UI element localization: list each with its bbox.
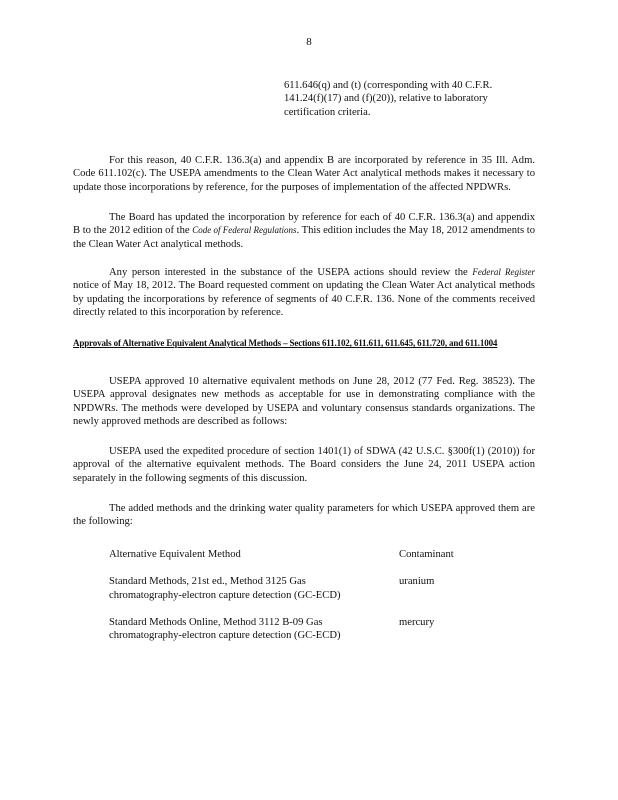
paragraph-text: For this reason, 40 C.F.R. 136.3(a) and appendix B are incorporated by reference in 35 Ill. Adm. Code 611.102(c). The USEPA amendments to the Clean Water Act analytical methods makes it necessary to update those incorporations by reference, for the purposes of implementation of the affected NPDWRs. [73, 155, 535, 193]
column-header-method: Alternative Equivalent Method [109, 549, 241, 560]
paragraph-text: . This edition includes the May 18, 2012 amendments to the Clean Water Act analytical methods. [73, 225, 536, 250]
paragraph-text: The Board has updated the incorporation by reference for each of 40 C.F.R. 136.3(a) and appendix B to the 2012 edition of the [73, 212, 535, 237]
methods-table [109, 548, 519, 656]
table-row [109, 616, 519, 643]
contaminant-cell: uranium [399, 576, 435, 588]
paragraph-expedited-procedure [73, 445, 535, 485]
page-number: 8 [306, 36, 312, 48]
contaminant-cell: mercury [399, 616, 435, 628]
quote-block: 611.646(q) and (t) (corresponding with 40 C.F.R. 141.24(f)(17) and (f)(20)), relative to laboratory certification criteria. [284, 80, 493, 118]
paragraph-usepa-approved [73, 375, 535, 428]
paragraph-review-notice [73, 266, 535, 319]
table-header-row [109, 548, 519, 561]
section-heading: Approvals of Alternative Equivalent Analytical Methods – Sections 611.102, 611.611, 611.645, 611.720, and 611.1004 [73, 338, 498, 348]
paragraph-text: USEPA approved 10 alternative equivalent methods on June 28, 2012 (77 Fed. Reg. 38523). The USEPA approval designates new methods as acceptable for use in demonstrating compliance with the NPDWRs. The methods were developed by USEPA and voluntary consensus standards organizations. The newly approved methods are described as follows: [73, 376, 535, 427]
method-cell: Standard Methods Online, Method 3112 B-09 Gas chromatography-electron capture detection (GC-ECD) [109, 616, 341, 642]
paragraph-text: The added methods and the drinking water quality parameters for which USEPA approved them are the following: [73, 503, 535, 528]
paragraph-text: Any person interested in the substance of the USEPA actions should review the [109, 267, 473, 278]
paragraph-board-update [73, 211, 535, 251]
cfr-title-italic: Code of Federal Regulations [192, 225, 297, 236]
table-row [109, 575, 519, 602]
paragraph-text: USEPA used the expedited procedure of section 1401(1) of SDWA (42 U.S.C. §300f(1) (2010)) for approval of the alternative equivalent methods. The Board considers the June 24, 2011 USEPA action separately in the following segments of this discussion. [73, 446, 535, 484]
column-header-contaminant: Contaminant [399, 549, 454, 560]
paragraph-added-methods [73, 502, 535, 529]
method-cell: Standard Methods, 21st ed., Method 3125 Gas chromatography-electron capture detection (GC-ECD) [109, 576, 341, 601]
federal-register-italic: Federal Register [472, 267, 535, 277]
paragraph-incorporation-reason [73, 154, 535, 194]
paragraph-text: notice of May 18, 2012. The Board requested comment on updating the Clean Water Act analytical methods by updating the incorporations by reference of segments of 40 C.F.R. 136. None of the comments received directly related to this incorporation by reference. [73, 280, 535, 318]
